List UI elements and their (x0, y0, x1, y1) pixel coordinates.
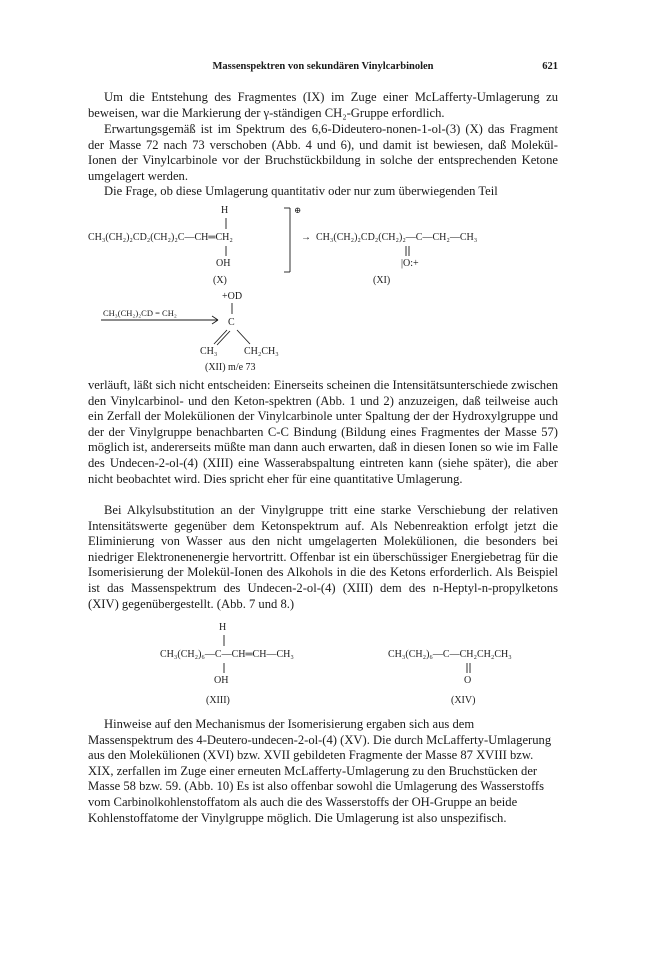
label-xiv: (XIV) (451, 695, 476, 706)
paragraph-2: Erwartungsgemäß ist im Spektrum des 6,6-Dideutero-nonen-1-ol-(3) (X) das Fragment der Masse 72 nach 73 verschoben (Abb. 4 und 6), und damit ist bewiesen, daß Molekül-Ionen der Vinylcarbinole vor der Bruchstückbildung in solche der entsprechenden Ketone umgelagert werden. (88, 122, 558, 183)
paragraph-6: Hinweise auf den Mechanismus der Isomerisierung ergaben sich aus dem Massenspektrum des 4-Deutero-undecen-2-ol-(4) (XV). Die durch McLafferty-Umlagerung aus den Molekülionen (XVI) bzw. XVII gebildeten Fragmente der Masse 87 XVIII bzw. XIX, zerfallen im Zuge einer erneuten McLafferty-Umlagerung zu den Bruchstücken der Masse 58 bzw. 59. (Abb. 10) Es ist also offenbar sowohl die Umlagerung des Wasserstoffs vom Carbinolkohlenstoffatom als auch die des Wasserstoffs der OH-Gruppe an beide Kohlenstoffatome der Vinylgruppe möglich. Die Umlagerung ist also unspezifisch. (88, 717, 552, 825)
running-title: Massenspektren von sekundären Vinylcarbinolen (212, 61, 434, 72)
xiii-hydrogen: H (219, 622, 227, 633)
arrow-reagent: CH₃(CH₂)₂CD = CH₂ (103, 308, 177, 318)
reaction-arrow: → (301, 232, 311, 243)
xii-od-group: +OD (222, 291, 243, 302)
page-number: 621 (542, 61, 558, 72)
label-x: (X) (213, 275, 227, 286)
xii-carbon: C (228, 317, 235, 328)
label-xiii: (XIII) (206, 695, 230, 706)
charge-symbol: ⊕ (294, 205, 302, 215)
xi-oxygen: |O:+ (401, 258, 419, 269)
compound-xiv-formula: CH₃(CH₂)₆—C—CH₂CH₂CH₃ (388, 649, 512, 660)
xiii-hydroxyl: OH (214, 675, 229, 686)
x-hydroxyl: OH (216, 258, 231, 269)
compound-xi-formula: CH₃(CH₂)₂CD₂(CH₂)₂—C—CH₂—CH₃ (316, 232, 478, 243)
xiv-oxygen: O (464, 675, 472, 686)
paragraph-5: Bei Alkylsubstitution an der Vinylgruppe tritt eine starke Verschiebung der relativen Intensitätswerte gegenüber dem Ketonspektrum auf. Als Nebenreaktion erfolgt jetzt die Eliminierung von Wasser aus den nicht umgelagerten Molekülionen, die besonders bei niedriger Elektronenenergie hervortritt. Offenbar ist ein überschüssiger Energiebetrag für die Isomerisierung der Molekül-Ionen des Alkohols in die des Ketons erforderlich. Als Beispiel ist das Massenspektrum des Undecen-2-ol-(4) (XIII) dem des n-Heptyl-n-propylketons (XIV) gegenübergestellt. (Abb. 7 und 8.) (88, 503, 558, 611)
label-xii: (XII) m/e 73 (205, 362, 256, 373)
xii-methyl: CH₃ (200, 346, 218, 357)
xii-ethyl: CH₂CH₃ (244, 346, 279, 357)
compound-x-formula: CH₃(CH₂)₂CD₂(CH₂)₂C—CH═CH₂ (88, 232, 233, 243)
compound-xiii-formula: CH₃(CH₂)₆—C—CH═CH—CH₃ (160, 649, 294, 660)
paragraph-4: verläuft, läßt sich nicht entscheiden: Einerseits scheinen die Intensitätsunterschiede zwischen den Vinylcarbinol- und den Keton-spektren (Abb. 1 und 2) anzuzeigen, daß teilweise auch ein Zerfall der Molekülionen der Vinylcarbinole unter Spaltung der der Hydroxylgruppe und der der Vinylgruppe benachbarten C-C Bindung (Bildung eines Fragmentes der Masse 57) möglich ist, andererseits müßte man dann auch erwarten, daß in diesen Ionen so wie im Falle des Undecen-2-ol-(4) (XIII) eine Wasserabspaltung eintreten kann (siehe später), die aber nicht beobachtet wird. Dies spricht eher für eine quantitative Umlagerung. (88, 378, 558, 486)
x-hydrogen: H (221, 205, 229, 216)
paragraph-3: Die Frage, ob diese Umlagerung quantitativ oder nur zum überwiegenden Teil (104, 184, 498, 198)
paragraph-1: Um die Entstehung des Fragmentes (IX) im Zuge einer McLafferty-Umlagerung zu beweisen, war die Markierung der γ-ständigen CH₂-Gruppe erfordlich. (88, 90, 558, 120)
label-xi: (XI) (373, 275, 391, 286)
